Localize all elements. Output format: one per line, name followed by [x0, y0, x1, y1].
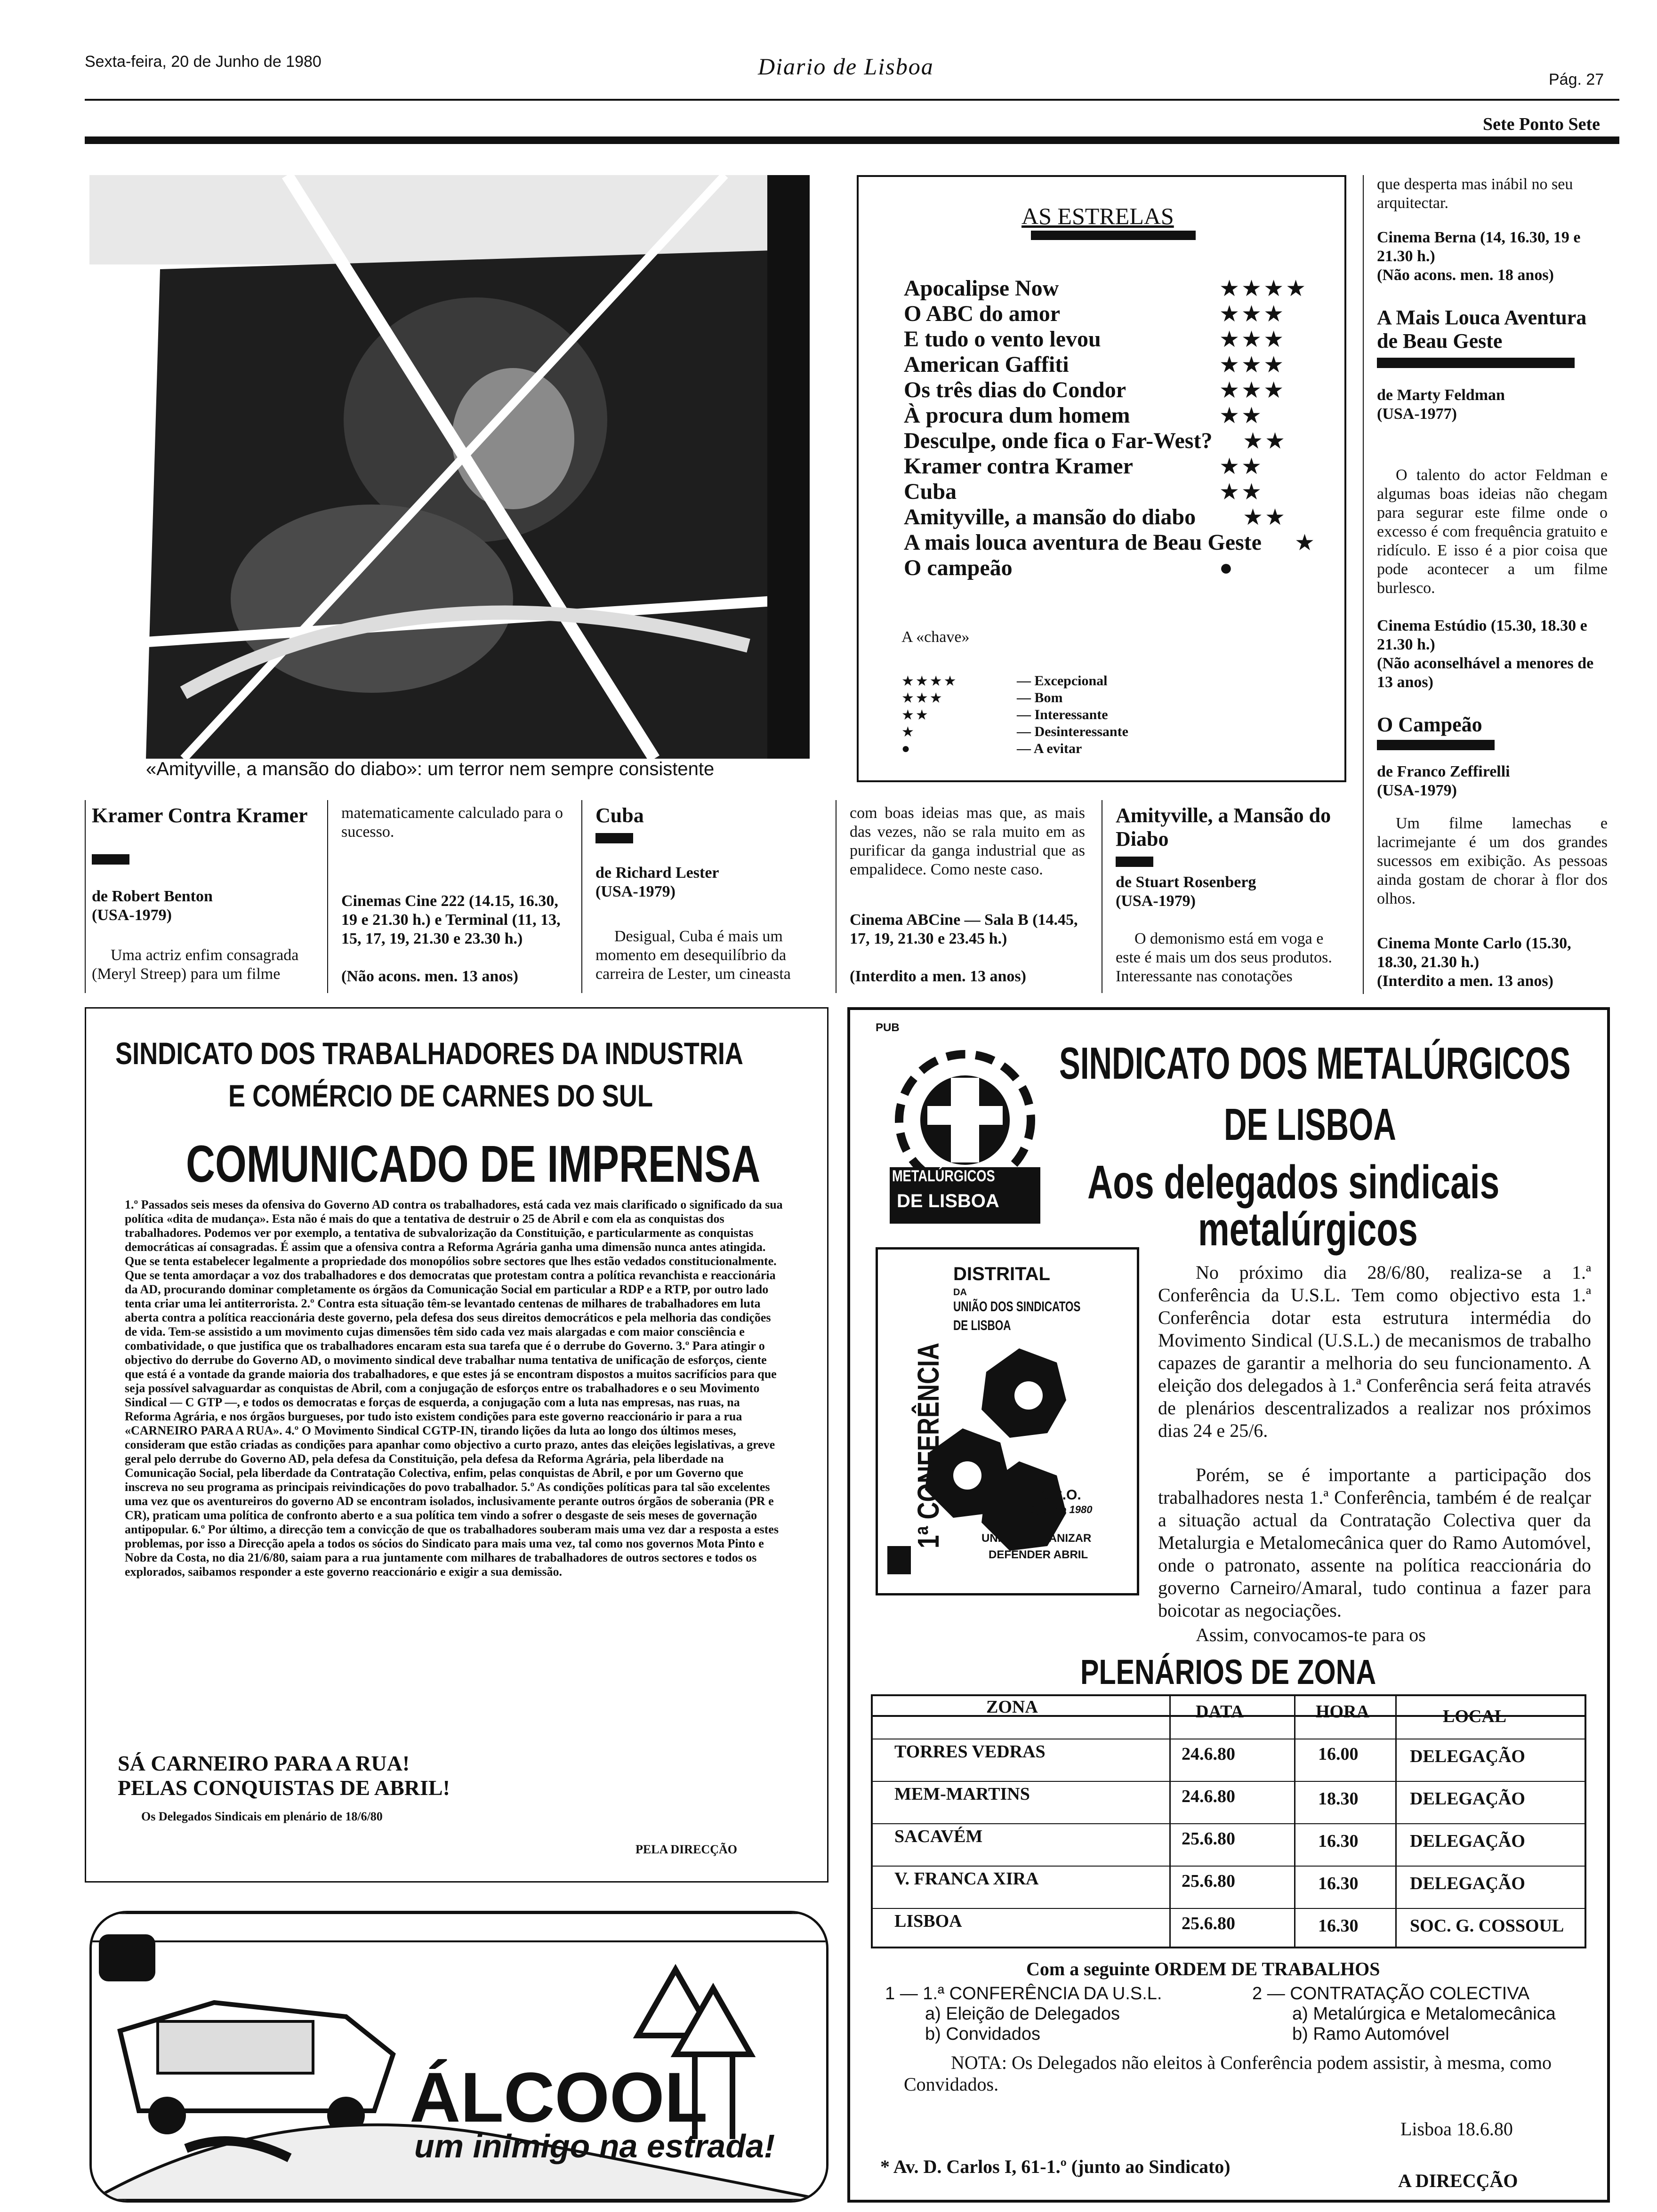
agenda-title: Com a seguinte ORDEM DE TRABALHOS — [1026, 1958, 1380, 1980]
agenda-subitem: b) Convidados — [925, 2024, 1041, 2044]
year: (USA-1979) — [595, 883, 676, 900]
ad-paragraph: No próximo dia 28/6/80, realiza-se a 1.ª Conferência da U.S.L. Tem como objectivo esta 1.ª Conferência dotar esta estrutura intermédia do Movimento Sindical (U.S.L.) de mecanismos de trabalho capazes de garantir a melhoria do seu funcionamento. A eleição dos delegados à 1.ª Conferência será feita através de plenários descentralizados a realizar nos próximos dias 24 e 25/6. — [1158, 1262, 1591, 1441]
film-title: O ABC do amor — [904, 301, 1061, 326]
org-name: E COMÉRCIO DE CARNES DO SUL — [228, 1078, 653, 1113]
table-cell-time: 18.30 — [1318, 1789, 1359, 1809]
film-title: Apocalipse Now — [904, 276, 1059, 301]
film-rating: ★★★ — [1219, 302, 1286, 327]
poster-text: DE LISBOA — [953, 1318, 1011, 1333]
age-rating: (Não acons. men. 18 anos) — [1377, 266, 1554, 284]
film-title: Desculpe, onde fica o Far-West? — [904, 428, 1213, 453]
table-cell-zone: V. FRANCA XIRA — [894, 1869, 1039, 1889]
table-cell-date: 24.6.80 — [1182, 1787, 1235, 1806]
table-cell-time: 16.30 — [1318, 1916, 1359, 1936]
table-cell-place: DELEGAÇÃO — [1410, 1789, 1525, 1809]
table-cell-zone: SACAVÉM — [894, 1827, 983, 1846]
column-divider — [836, 800, 837, 993]
column-divider — [581, 800, 582, 993]
alcohol-headline: ÁLCOOL — [410, 2058, 708, 2137]
film-title: E tudo o vento levou — [904, 327, 1101, 352]
cinema-listing: Cinema Estúdio (15.30, 18.30 e 21.30 h.) — [1377, 617, 1587, 653]
film-title: Cuba — [904, 479, 957, 504]
org-name: SINDICATO DOS METALÚRGICOS — [1059, 1038, 1571, 1089]
review-text: Um filme lamechas e lacrimejante é um dos grandes sucessos em exibição. As pessoas ainda gostam de chorar à flor dos olhos. — [1377, 815, 1608, 907]
review-title: O Campeão — [1377, 713, 1482, 736]
slogan: SÁ CARNEIRO PARA A RUA! — [118, 1751, 410, 1775]
poster-text: 28 junho 1980 — [1024, 1504, 1093, 1515]
poster-title: DISTRITAL — [953, 1264, 1050, 1284]
address: * Av. D. Carlos I, 61-1.º (junto ao Sindicato) — [880, 2156, 1231, 2177]
film-title: Kramer contra Kramer — [904, 454, 1133, 479]
table-cell-time: 16.30 — [1318, 1831, 1359, 1851]
org-name: SINDICATO DOS TRABALHADORES DA INDUSTRIA — [115, 1036, 743, 1071]
film-title: American Gaffiti — [904, 352, 1069, 377]
logo-text: METALÚRGICOS — [892, 1167, 995, 1185]
table-col-divider — [1169, 1696, 1171, 1947]
poster-text: DA — [953, 1287, 967, 1298]
title-bar — [1116, 857, 1153, 867]
director: de Richard Lester — [595, 864, 719, 882]
year: (USA-1979) — [92, 906, 172, 924]
film-title: Os três dias do Condor — [904, 377, 1126, 402]
year: (USA-1979) — [1377, 782, 1457, 799]
review-text: Desigual, Cuba é mais um momento em desequilíbrio da carreira de Lester, um cineasta — [595, 928, 791, 983]
table-cell-date: 24.6.80 — [1182, 1744, 1235, 1764]
org-name: DE LISBOA — [1224, 1099, 1396, 1150]
slogan: PELAS CONQUISTAS DE ABRIL! — [118, 1776, 450, 1800]
table-cell-place: DELEGAÇÃO — [1410, 1831, 1525, 1851]
key-symbol: ★★ — [901, 707, 930, 723]
review-title: Amityville, a Mansão do Diabo — [1116, 804, 1331, 850]
age-rating: (Interdito a men. 13 anos) — [850, 968, 1026, 985]
film-rating: ★★★★ — [1219, 276, 1308, 301]
title-bar — [92, 854, 129, 865]
film-rating: ★★ — [1219, 480, 1264, 505]
ad-headline: metalúrgicos — [1198, 1203, 1418, 1256]
ad-logo-icon — [99, 1934, 155, 1981]
table-cell-place: DELEGAÇÃO — [1410, 1874, 1525, 1893]
table-cell-time: 16.00 — [1318, 1744, 1359, 1764]
poster-text: DEFENDER ABRIL — [989, 1548, 1088, 1561]
alcohol-tagline: um inimigo na estrada! — [414, 2128, 775, 2164]
table-cell-date: 25.6.80 — [1182, 1871, 1235, 1891]
poster-text: C.A.C.O. — [1024, 1487, 1081, 1503]
place-date: Lisboa 18.6.80 — [1400, 2118, 1513, 2140]
title-bar — [1031, 231, 1196, 240]
poster-text: UNIR E ORGANIZAR — [981, 1532, 1092, 1545]
table-cell-zone: TORRES VEDRAS — [894, 1742, 1046, 1762]
film-rating: ★★ — [1243, 505, 1287, 530]
film-rating: ★★ — [1219, 454, 1264, 479]
table-header: LOCAL — [1443, 1707, 1507, 1726]
table-cell-time: 16.30 — [1318, 1874, 1359, 1893]
director: de Robert Benton — [92, 888, 213, 905]
page-number: Pág. 27 — [1549, 71, 1604, 88]
table-cell-place: SOC. G. COSSOUL — [1410, 1916, 1564, 1936]
column-divider — [85, 800, 86, 993]
review-text: O demonismo está em voga e este é mais um dos seus produtos. Interessante nas conotações — [1116, 930, 1332, 985]
key-label: — A evitar — [1017, 741, 1082, 756]
title-bar — [1377, 358, 1575, 368]
age-rating: (Não acons. men. 13 anos) — [341, 968, 518, 985]
director: de Stuart Rosenberg — [1116, 874, 1256, 891]
table-header: DATA — [1196, 1702, 1244, 1722]
header-rule — [85, 99, 1619, 101]
photo-caption: «Amityville, a mansão do diabo»: um terror nem sempre consistente — [146, 759, 715, 779]
table-cell-place: DELEGAÇÃO — [1410, 1747, 1525, 1766]
column-divider — [327, 800, 328, 993]
film-rating: ★★ — [1243, 429, 1287, 454]
agenda-item: 2 — CONTRATAÇÃO COLECTIVA — [1252, 1984, 1530, 2004]
film-still-photo — [89, 175, 810, 759]
director: de Franco Zeffirelli — [1377, 763, 1510, 780]
key-title: A «chave» — [901, 628, 970, 646]
table-row-divider — [873, 1823, 1585, 1824]
year: (USA-1979) — [1116, 892, 1196, 910]
key-label: — Desinteressante — [1017, 724, 1128, 739]
ad-headline: Aos delegados sindicais — [1087, 1156, 1500, 1209]
agenda-item: 1 — 1.ª CONFERÊNCIA DA U.S.L. — [885, 1984, 1162, 2004]
film-rating: ★★★ — [1219, 327, 1286, 352]
table-cell-date: 25.6.80 — [1182, 1829, 1235, 1849]
newspaper-masthead: Diario de Lisboa — [758, 53, 934, 80]
film-rating: ★★ — [1219, 403, 1264, 428]
cinema-listing: Cinema ABCine — Sala B (14.45, 17, 19, 21.30 e 23.45 h.) — [850, 911, 1078, 947]
press-release-body: 1.º Passados seis meses da ofensiva do Governo AD contra os trabalhadores, está cada vez mais clarificado o significado da sua política «dita de mudança». Esta não é mais do que a tentativa de destruir o 25 de Abril e com ela as conquistas dos trabalhadores. Podemos ver por exemplo, a tentativa de subvalorização da Constituição, e particularmente as conquistas democráticas aí consagradas. É assim que a ofensiva contra a Reforma Agrária ganha uma dimensão nunca antes atingida. Que se tenta estabelecer legalmente a propriedade dos monopólios sobre sectores que lhes estão vedados constitucionalmente. Que se tenta amordaçar a voz dos trabalhadores e dos democratas que protestam contra a política revanchista e reaccionária da AD, procurando dominar completamente os órgãos da Comunicação Social em particular a RDP e a RTP, por outro lado tenta criar uma lei antiterrorista. 2.º Contra esta situação têm-se levantado centenas de milhares de trabalhadores em luta aberta contra a política reaccionária deste governo, pela defesa dos seus direitos democráticos e pela melhoria das condições de vida. Tem-se assistido a um movimento cujas dimensões têm sido cada vez mais alargadas e com maior consciência e combatividade, o que justifica que os trabalhadores encaram esta sua tarefa que é o derrube do Governo. 3.º Para atingir o objectivo do derrube do Governo AD, o movimento sindical deve trabalhar numa tentativa de unificação de esforços, ciente que está é a vontade da grande maioria dos trabalhadores, e que estes já se encontram dispostos a muitos sacrifícios para que seja possível salvaguardar as conquistas de Abril, com a conjugação de esforços entre os trabalhadores e o seu Movimento Sindical — C GTP —, e todos os democratas e forças de esquerda, a conjugação com a luta nas empresas, nas ruas, na Reforma Agrária, e nos órgãos burgueses, por tudo isto existem condições para este governo reaccionário ir para a rua «CARNEIRO PARA A RUA». 4.º O Movimento Sindical CGTP-IN, tirando lições da luta ao longo dos últimos meses, consideram que estão criadas as condições para apanhar como objectivo a curto prazo, antes das eleições legislativas, a greve geral pelo derrube do Governo AD, pela defesa da Constituição, pela defesa da Reforma Agrária, pela liberdade na Comunicação Social, pela liberdade da Contratação Colectiva, enfim, pelas conquistas de Abril, e por um Governo que inscreva no seu programa as principais reivindicações do povo trabalhador. 5.º As condições políticas para tal são excelentes uma vez que os aventureiros do governo AD se encontram isolados, inclusivamente perante outros órgãos de soberania (PR e CR), praticam uma política de confronto aberto e a sua política tem vindo a sofrer o desgaste de seis meses de governação antipopular. 6.º Por último, a direcção tem a convicção de que os trabalhadores souberam mais uma vez dar a resposta a estes problemas, por isso a Direcção apela a todos os sócios do Sindicato para mais uma vez, tal como nos governos Mota Pinto e Nobre da Costa, no dia 21/6/80, saiam para a rua juntamente com milhares de trabalhadores de outros sectores e todos os explorados, saibamos responder a este governo reaccionário e exigir a sua demissão. — [125, 1198, 783, 1579]
director: de Marty Feldman — [1377, 386, 1505, 404]
table-col-divider — [1294, 1696, 1295, 1947]
table-header: HORA — [1316, 1702, 1369, 1722]
key-symbol: ★★★★ — [901, 673, 958, 689]
key-label: — Interessante — [1017, 707, 1108, 722]
year: (USA-1977) — [1377, 405, 1457, 423]
review-title: Cuba — [595, 804, 644, 827]
ad-note: NOTA: Os Delegados não eleitos à Conferência podem assistir, à mesma, como Convidados. — [904, 2052, 1552, 2095]
ad-paragraph: Porém, se é importante a participação dos trabalhadores nesta 1.ª Conferência, também é de realçar a situação actual da Contratação Colectiva quer da Metalurgia e Metalomecânica quer do Ramo Automóvel, onde o patronato, assente na política reaccionária do governo Carneiro/Amaral, tudo continua a fazer para boicotar as negociações. — [1158, 1464, 1591, 1621]
review-title: Kramer Contra Kramer — [92, 804, 308, 827]
age-rating: (Não aconselhável a menores de 13 anos) — [1377, 655, 1594, 691]
table-title: PLENÁRIOS DE ZONA — [1080, 1652, 1376, 1691]
key-symbol: ★ — [901, 724, 916, 740]
film-still-illustration — [89, 175, 810, 759]
table-row-divider — [873, 1781, 1585, 1782]
schedule-table — [871, 1694, 1586, 1948]
table-cell-zone: MEM-MARTINS — [894, 1784, 1030, 1804]
agenda-subitem: a) Metalúrgica e Metalomecânica — [1292, 2004, 1556, 2024]
logo-text: DE LISBOA — [897, 1191, 999, 1211]
table-row-divider — [873, 1908, 1585, 1909]
table-row-divider — [873, 1866, 1585, 1867]
review-title: A Mais Louca Aventura de Beau Geste — [1377, 306, 1587, 353]
pub-label: PUB — [876, 1021, 900, 1034]
section-rule — [85, 136, 1619, 144]
agenda-subitem: a) Eleição de Delegados — [925, 2004, 1120, 2024]
signatory-note: Os Delegados Sindicais em plenário de 18/6/80 — [141, 1810, 383, 1823]
table-cell-date: 25.6.80 — [1182, 1914, 1235, 1933]
title-bar — [595, 833, 633, 843]
cinema-listing: Cinema Monte Carlo (15.30, 18.30, 21.30 h.) — [1377, 935, 1571, 971]
key-symbol: ★★★ — [901, 690, 944, 706]
review-text: Uma actriz enfim consagrada (Meryl Streep) para um filme — [92, 946, 299, 983]
age-rating: (Interdito a men. 13 anos) — [1377, 972, 1553, 990]
film-rating: ★★★ — [1219, 353, 1286, 377]
review-text: que desperta mas inábil no seu arquitectar. — [1377, 176, 1573, 212]
cinema-listing: Cinemas Cine 222 (14.15, 16.30, 19 e 21.30 h.) e Terminal (11, 13, 15, 17, 19, 21.30 e 23.30 h.) — [341, 892, 561, 947]
film-title: Amityville, a mansão do diabo — [904, 505, 1196, 529]
ad-paragraph: Assim, convocamos-te para os — [1196, 1624, 1426, 1645]
key-label: — Excepcional — [1017, 673, 1108, 689]
film-rating: ★ — [1295, 530, 1317, 555]
signature: A DIRECÇÃO — [1398, 2170, 1518, 2191]
film-rating: ★★★ — [1219, 378, 1286, 403]
film-title: À procura dum homem — [904, 403, 1130, 428]
issue-date: Sexta-feira, 20 de Junho de 1980 — [85, 53, 322, 71]
poster-text: UNIÃO DOS SINDICATOS — [953, 1299, 1081, 1314]
star-ratings-title: AS ESTRELAS — [1022, 203, 1174, 229]
table-col-divider — [1395, 1696, 1397, 1947]
title-bar — [1377, 740, 1495, 750]
film-title: O campeão — [904, 555, 1013, 580]
table-header: ZONA — [986, 1697, 1038, 1717]
section-title: Sete Ponto Sete — [1483, 114, 1601, 134]
film-title: A mais louca aventura de Beau Geste — [904, 530, 1262, 555]
key-symbol: ● — [901, 741, 912, 756]
column-divider — [1363, 175, 1364, 994]
key-label: — Bom — [1017, 690, 1063, 705]
film-rating: ● — [1219, 555, 1235, 580]
agenda-subitem: b) Ramo Automóvel — [1292, 2024, 1449, 2044]
table-cell-zone: LISBOA — [894, 1911, 962, 1931]
signature: PELA DIRECÇÃO — [635, 1843, 737, 1856]
cinema-listing: Cinema Berna (14, 16.30, 19 e 21.30 h.) — [1377, 229, 1581, 265]
poster-vertical-title: 1ª CONFERÊNCIA — [911, 1342, 945, 1548]
review-text: O talento do actor Feldman e algumas boas ideias não chegam para segurar este filme onde o excesso é com frequência gratuito e ridículo. E isso é a pior coisa que pode acontecer a um filme burlesco. — [1377, 466, 1608, 597]
press-release-headline: COMUNICADO DE IMPRENSA — [186, 1135, 761, 1193]
review-text: com boas ideias mas que, as mais das vezes, não se rala muito em as purificar da ganga industrial que as empalidece. Como neste caso. — [850, 804, 1085, 878]
review-text: matematicamente calculado para o sucesso. — [341, 804, 563, 841]
